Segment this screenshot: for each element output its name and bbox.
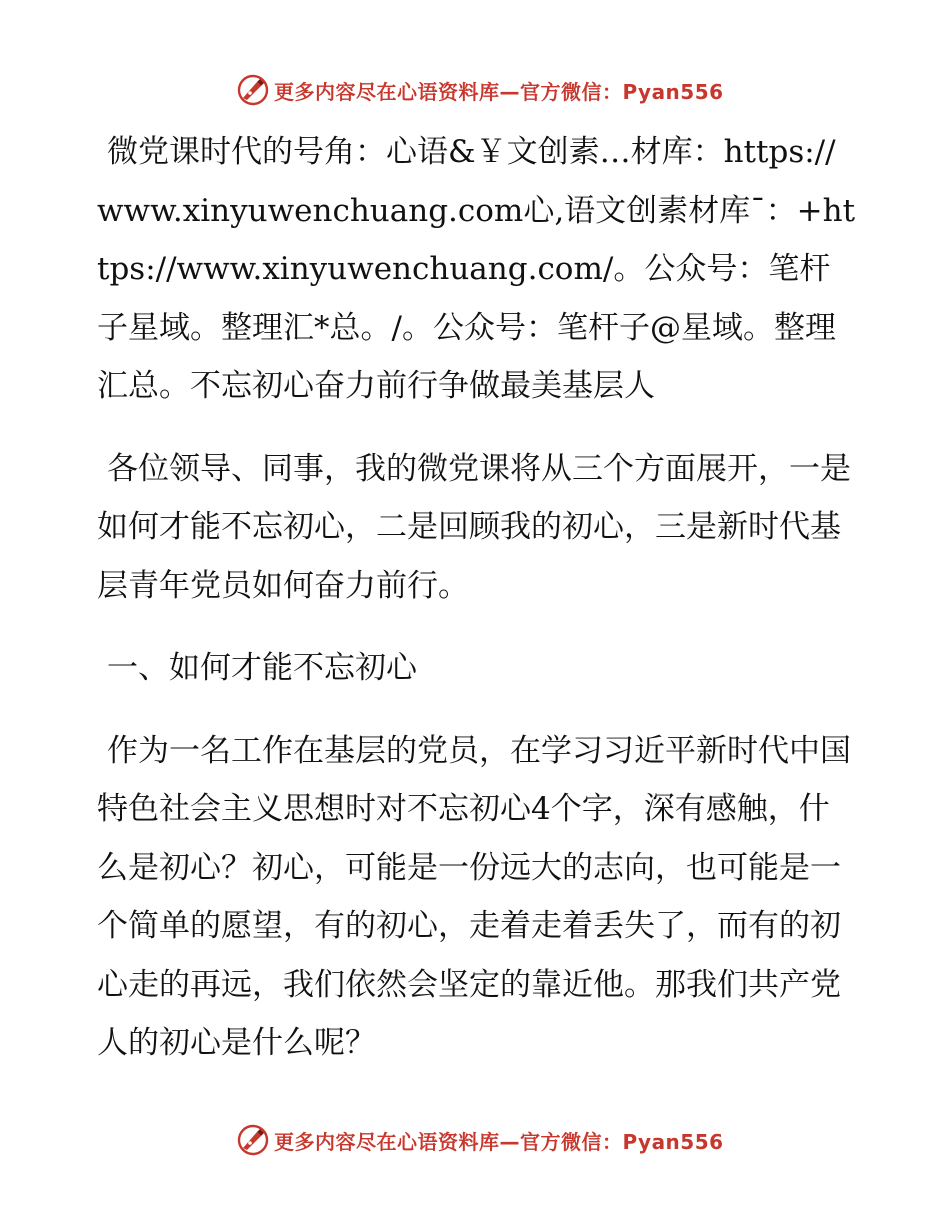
section-heading: 一、如何才能不忘初心 [107, 650, 417, 686]
intro-text: 微党课时代的号角：心语&￥文创素…材库：https://www.xinyuwenchuang.com心,语文创素材库ˉ：+https://www.xinyuwenchuang.com/。公众号：笔杆子星域。整理汇*总。/。公众号：笔杆子@星域。整理汇总。不忘初心奋力前行争做最美基层人 [97, 134, 856, 404]
header-watermark-banner [236, 72, 724, 108]
opening-text: 各位领导、同事，我的微党课将从三个方面展开，一是如何才能不忘初心，二是回顾我的初心，三是新时代基层青年党员如何奋力前行。 [97, 450, 851, 604]
footer-watermark-banner [236, 1122, 724, 1158]
pen-nib-logo-icon [236, 73, 270, 107]
opening-paragraph [97, 440, 857, 616]
body-text: 作为一名工作在基层的党员，在学习习近平新时代中国特色社会主义思想时对不忘初心4个字，深有感触，什么是初心？初心，可能是一份远大的志向，也可能是一个简单的愿望，有的初心，走着走着丢失了，而有的初心走的再远，我们依然会坚定的靠近他。那我们共产党人的初心是什么呢？ [97, 732, 851, 1061]
pen-nib-logo-icon [236, 1123, 270, 1157]
body-paragraph [97, 722, 857, 1073]
watermark-text: 更多内容尽在心语资料库—官方微信：Pyan556 [274, 79, 724, 104]
intro-paragraph [97, 123, 857, 416]
document-body [97, 123, 857, 1097]
watermark-text: 更多内容尽在心语资料库—官方微信：Pyan556 [274, 1129, 724, 1154]
